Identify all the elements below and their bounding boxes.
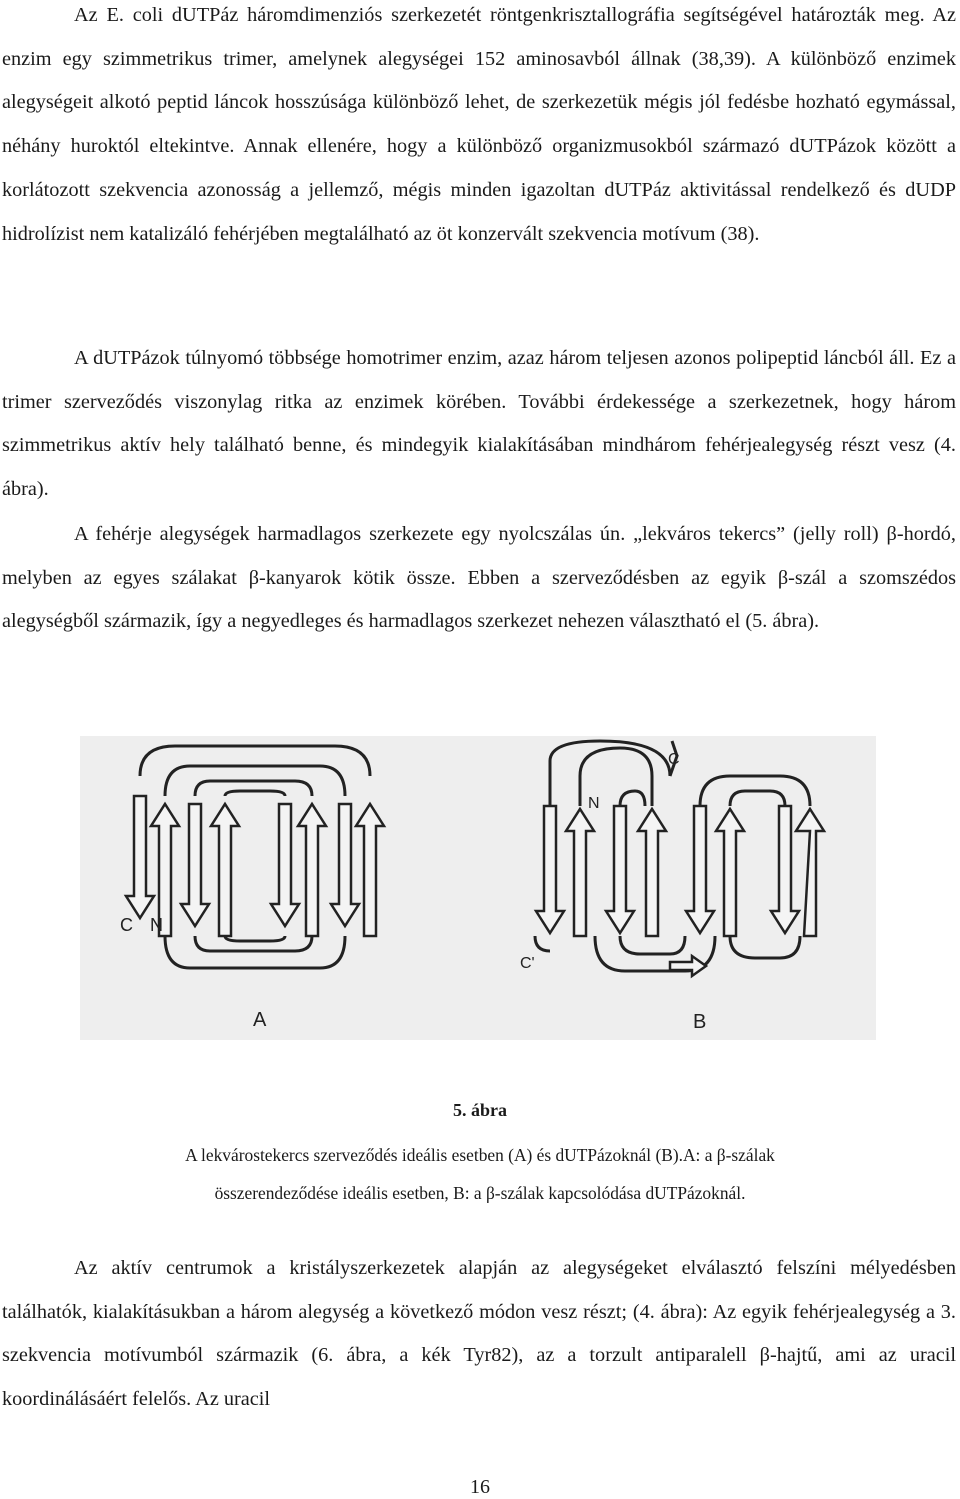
panel-a-strand-8 — [356, 804, 384, 936]
figure-jelly-roll-diagram — [80, 736, 876, 1040]
panel-b-loop-c-prime — [535, 936, 550, 951]
panel-a-n-label: N — [150, 915, 163, 935]
panel-a-c-label: C — [120, 915, 133, 935]
paragraph-homotrimer: A dUTPázok túlnyomó többsége homotrimer enzim, azaz három teljesen azonos polipeptid láncból áll. Ez a trimer szerveződés viszonylag ritka az enzimek körében. További érdekessége a szerkezetnek, hogy három szimmetrikus aktív hely található benne, és mindegyik kialakításában mindhárom fehérjealegység részt vesz (4. ábra). — [2, 347, 956, 501]
panel-b-strand-4 — [638, 809, 666, 936]
panel-a-strand-7 — [331, 804, 359, 926]
panel-b-loop-bottom-2 — [620, 936, 685, 954]
panel-a-loop-bottom-3 — [225, 936, 285, 941]
panel-b-strand-6 — [716, 809, 744, 936]
figure-caption — [0, 1136, 960, 1212]
jelly-roll-diagram — [80, 736, 876, 1040]
panel-b-c-bottom-label: C' — [520, 955, 535, 972]
panel-b-strand-7 — [771, 806, 799, 933]
panel-b-strand-1 — [536, 806, 564, 933]
panel-b-strand-8 — [796, 809, 824, 936]
panel-b-strand-3 — [606, 806, 634, 933]
figure-caption-line-2: összerendeződése ideális esetben, B: a β-szálak kapcsolódása dUTPázoknál. — [214, 1183, 746, 1203]
panel-a-strand-6 — [298, 804, 326, 936]
paragraph-structure: Az E. coli dUTPáz háromdimenziós szerkezetét röntgenkrisztallográfia segítségével határozták meg. Az enzim egy szimmetrikus trimer, amelynek alegységei 152 aminosavból állnak (38,39). A különböző enzimek alegységeit alkotó peptid láncok hosszúsága különböző lehet, de szerkezetük mégis jól fedésbe hozható egymással, néhány huroktól eltekintve. Annak ellenére, hogy a különböző organizmusokból származó dUTPázok között a korlátozott szekvencia azonosság a jellemző, mégis minden igazoltan dUTPáz aktivitással rendelkező és dUDP hidrolízist nem katalizáló fehérjében megtalálható az öt konzervált szekvencia motívum (38). — [2, 4, 956, 245]
panel-b-loop-right-top-2 — [730, 791, 785, 806]
panel-b-strand-horizontal — [670, 956, 706, 976]
panel-a-strands — [126, 796, 384, 936]
panel-a-loop-bottom-2 — [195, 936, 312, 951]
figure-number: 5. ábra — [453, 1100, 507, 1120]
panel-a-loops — [140, 746, 370, 968]
panel-b-loop-bottom-3 — [730, 936, 800, 958]
panel-b-c-top-label: C — [668, 751, 680, 768]
page-number: 16 — [470, 1476, 490, 1498]
panel-b-loop-inner-top — [620, 791, 645, 806]
panel-b-strand-2 — [566, 809, 594, 936]
panel-a-strand-4 — [211, 804, 239, 936]
panel-a-strand-3 — [181, 804, 209, 926]
panel-b-label: B — [693, 1011, 707, 1033]
panel-a-label: A — [253, 1009, 267, 1031]
figure-caption-line-1: A lekvárostekercs szerveződés ideális esetben (A) és dUTPázoknál (B).A: a β-szálak — [185, 1145, 775, 1165]
panel-b-n-label: N — [588, 795, 600, 812]
paragraph-jelly-roll: A fehérje alegységek harmadlagos szerkezete egy nyolcszálas ún. „lekváros tekercs” (jelly roll) β-hordó, melyben az egyes szálakat β-kanyarok kötik össze. Ebben a szerveződésben az egyik β-szál a szomszédos alegységből származik, így a negyedleges és harmadlagos szerkezet nehezen választható el (5. ábra). — [2, 523, 956, 633]
panel-a-loop-top-3 — [195, 781, 312, 796]
panel-a-loop-top-4 — [225, 791, 285, 796]
panel-a-strand-5 — [271, 804, 299, 926]
panel-b-strand-5 — [686, 806, 714, 933]
paragraph-active-site: Az aktív centrumok a kristályszerkezetek alapján az alegységeket elválasztó felszíni mélyedésben találhatók, kialakításukban a három alegység a következő módon vesz részt; (4. ábra): Az egyik fehérjealegység a 3. szekvencia motívumból származik (6. ábra, a kék Tyr82), az a torzult antiparalell β-hajtű, ami az uracil koordinálásáért felelős. Az uracil — [2, 1257, 956, 1411]
panel-a-strand-1 — [126, 796, 154, 918]
